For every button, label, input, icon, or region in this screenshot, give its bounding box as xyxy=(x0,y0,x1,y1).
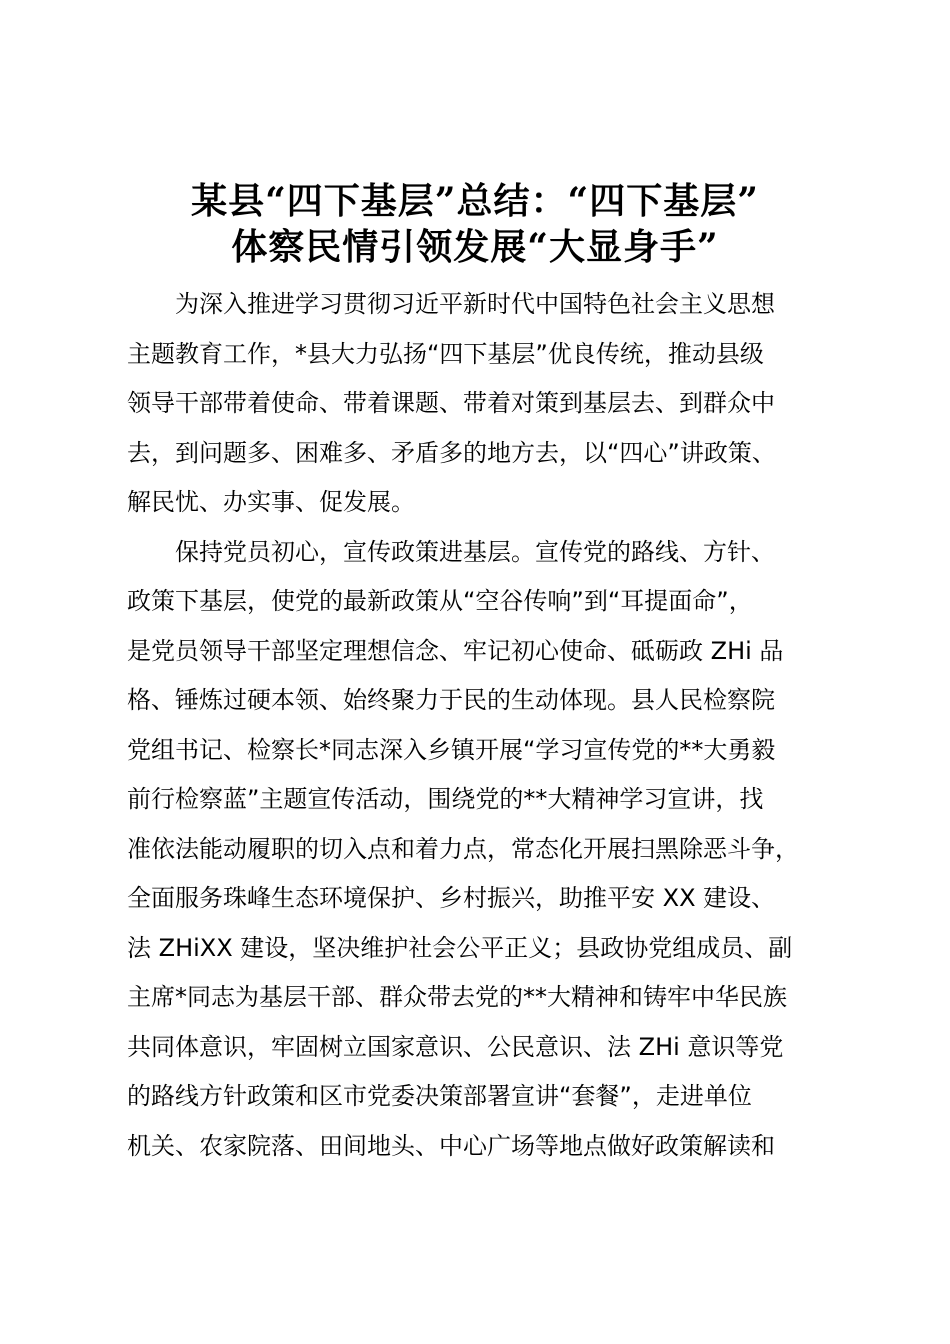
paragraph-line: 全面服务珠峰生态环境保护、乡村振兴，助推平安 XX 建设、 xyxy=(127,884,776,912)
paragraph-line: 解民忧、办实事、促发展。 xyxy=(127,488,415,516)
paragraph-line: 前行检察蓝”主题宣传活动，围绕党的**大精神学习宣讲，找 xyxy=(127,785,764,813)
paragraph-2 xyxy=(127,528,837,1172)
paragraph-line: 政策下基层，使党的最新政策从“空谷传响”到“耳提面命”， xyxy=(127,587,753,615)
paragraph-line: 为深入推进学习贯彻习近平新时代中国特色社会主义思想 xyxy=(175,290,775,318)
paragraph-line: 准依法能动履职的切入点和着力点，常态化开展扫黑除恶斗争， xyxy=(127,834,799,863)
paragraph-line: 法 ZHiXX 建设，坚决维护社会公平正义；县政协党组成员、副 xyxy=(127,933,793,962)
document-body xyxy=(127,280,837,1171)
paragraph-line: 主席*同志为基层干部、群众带去党的**大精神和铸牢中华民族 xyxy=(127,983,787,1011)
paragraph-line: 是党员领导干部坚定理想信念、牢记初心使命、砥砺政 ZHi 品 xyxy=(127,636,784,665)
paragraph-line: 领导干部带着使命、带着课题、带着对策到基层去、到群众中 xyxy=(127,389,775,417)
title-line-1: 某县“四下基层”总结：“四下基层” xyxy=(191,180,759,222)
paragraph-line: 去，到问题多、困难多、矛盾多的地方去，以“四心”讲政策、 xyxy=(127,438,776,467)
paragraph-line: 的路线方针政策和区市党委决策部署宣讲“套餐”，走进单位 xyxy=(127,1082,752,1110)
paragraph-1 xyxy=(127,280,837,528)
paragraph-line: 机关、农家院落、田间地头、中心广场等地点做好政策解读和 xyxy=(127,1131,775,1160)
document-title xyxy=(100,178,850,270)
paragraph-line: 格、锤炼过硬本领、始终聚力于民的生动体现。县人民检察院 xyxy=(127,686,775,714)
paragraph-line: 主题教育工作，*县大力弘扬“四下基层”优良传统，推动县级 xyxy=(127,339,764,368)
title-line-2: 体察民情引领发展“大显身手” xyxy=(231,226,719,268)
paragraph-line: 保持党员初心，宣传政策进基层。宣传党的路线、方针、 xyxy=(175,537,775,566)
paragraph-line: 共同体意识，牢固树立国家意识、公民意识、法 ZHi 意识等党 xyxy=(127,1032,784,1061)
paragraph-line: 党组书记、检察长*同志深入乡镇开展“学习宣传党的**大勇毅 xyxy=(127,735,776,764)
